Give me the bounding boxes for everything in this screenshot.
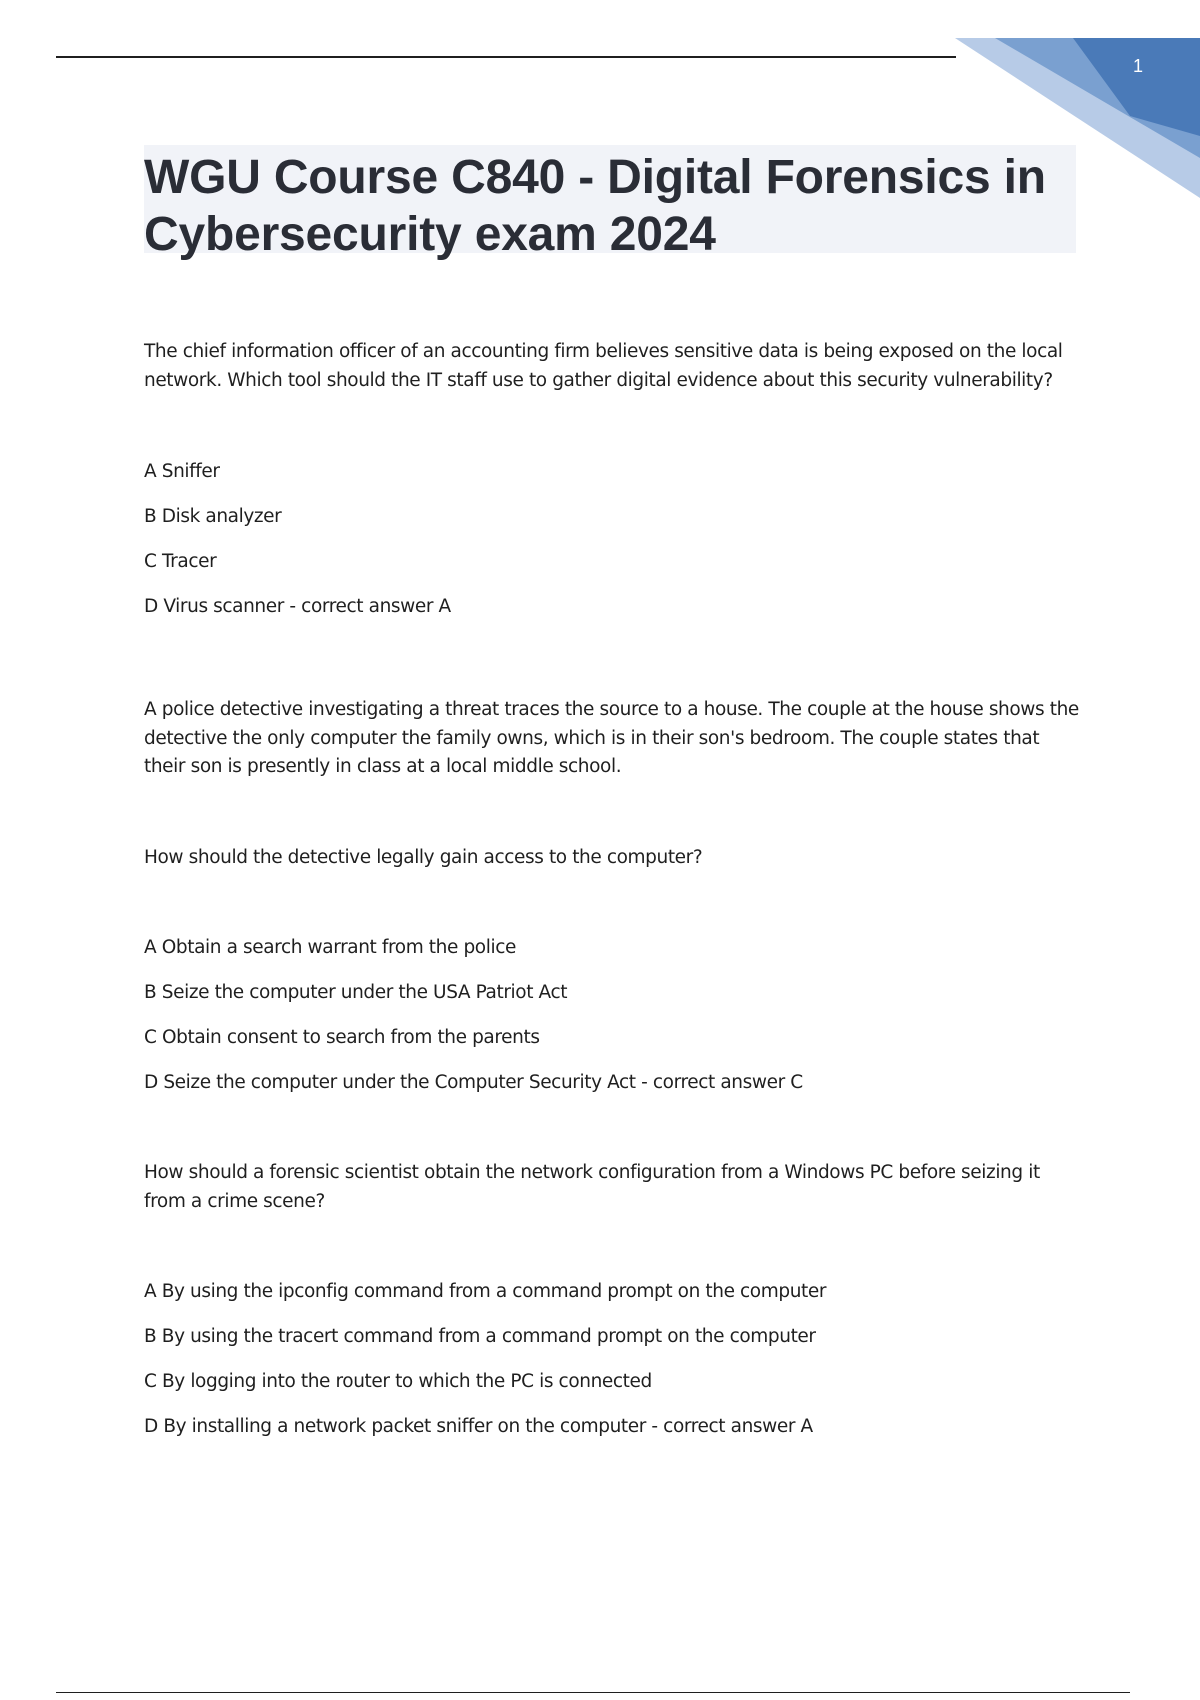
question-stem: A police detective investigating a threat traces the source to a house. The couple at the house shows the detective the only computer the family owns, which is in their son's bedroom. The couple states that their son is presently in class at a local middle school.	[144, 699, 1079, 777]
question-prompt: How should the detective legally gain access to the computer?	[144, 846, 703, 868]
answer-options	[144, 1278, 1084, 1441]
document-title: WGU Course C840 - Digital Forensics in Cybersecurity exam 2024	[144, 151, 1046, 261]
answer-options	[144, 934, 1084, 1097]
page-number: 1	[1132, 56, 1143, 76]
header-rule	[56, 56, 956, 58]
option-c: C Obtain consent to search from the parents	[144, 1027, 540, 1048]
title-band	[144, 145, 1076, 261]
option-a: A By using the ipconfig command from a command prompt on the computer	[144, 1281, 827, 1302]
option-d-with-answer: D Seize the computer under the Computer Security Act - correct answer C	[144, 1072, 803, 1093]
option-d-with-answer: D Virus scanner - correct answer A	[144, 596, 451, 617]
question-2	[144, 696, 1084, 1097]
option-c: C By logging into the router to which the PC is connected	[144, 1371, 652, 1392]
question-stem: The chief information officer of an accounting firm believes sensitive data is being exposed on the local network. Which tool should the IT staff use to gather digital evidence about this security vulnerability?	[144, 341, 1063, 391]
answer-options	[144, 458, 1084, 621]
question-3	[144, 1159, 1084, 1441]
option-c: C Tracer	[144, 551, 217, 572]
option-a: A Sniffer	[144, 461, 220, 482]
document-body	[144, 338, 1084, 1441]
option-b: B Disk analyzer	[144, 506, 282, 527]
option-b: B By using the tracert command from a command prompt on the computer	[144, 1326, 816, 1347]
option-b: B Seize the computer under the USA Patriot Act	[144, 982, 568, 1003]
footer-rule	[56, 1692, 1130, 1693]
option-a: A Obtain a search warrant from the police	[144, 937, 516, 958]
question-stem: How should a forensic scientist obtain the network configuration from a Windows PC before seizing it from a crime scene?	[144, 1162, 1040, 1212]
question-1	[144, 338, 1084, 621]
option-d-with-answer: D By installing a network packet sniffer on the computer - correct answer A	[144, 1416, 813, 1437]
